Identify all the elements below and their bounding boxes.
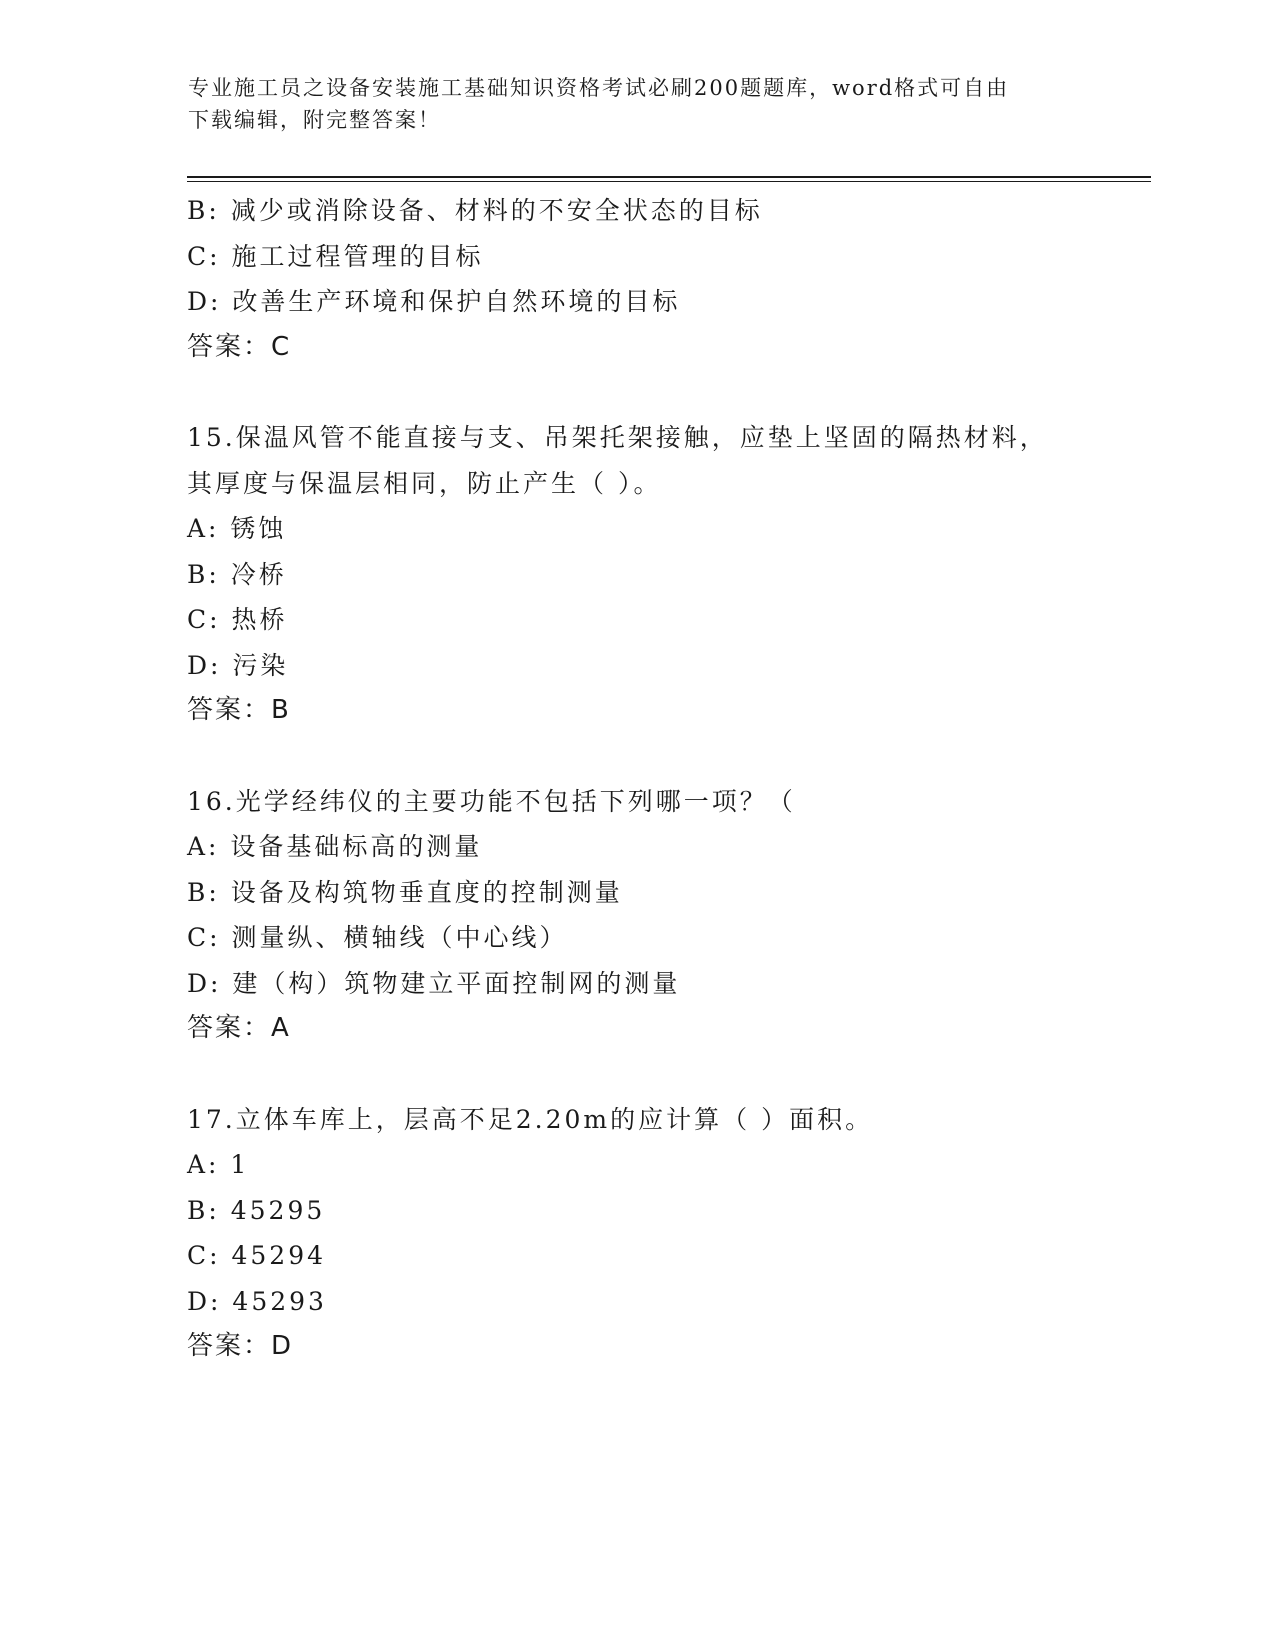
- answer: 答案：C: [187, 331, 292, 362]
- question-14-continued: [187, 188, 1087, 370]
- option-d: D: 改善生产环境和保护自然环境的目标: [187, 287, 681, 316]
- question-stem: 17.立体车库上，层高不足2.20m的应计算（ ）面积。: [187, 1104, 874, 1134]
- spacer: [187, 734, 1087, 779]
- document-header: [188, 72, 1068, 136]
- header-line-2: 下载编辑，附完整答案！: [188, 108, 441, 132]
- option-b: B: 减少或消除设备、材料的不安全状态的目标: [187, 196, 763, 225]
- option-b: B: 冷桥: [187, 559, 287, 589]
- option-a: A: 锈蚀: [187, 514, 287, 543]
- option-a: A: 1: [187, 1150, 250, 1179]
- option-d: D: 建（构）筑物建立平面控制网的测量: [187, 968, 681, 998]
- question-stem: 15.保温风管不能直接与支、吊架托架接触，应垫上坚固的隔热材料，: [187, 423, 1048, 452]
- spacer: [187, 1052, 1087, 1097]
- question-17: [187, 1097, 1087, 1370]
- question-15: [187, 415, 1087, 734]
- option-a: A: 设备基础标高的测量: [187, 832, 483, 861]
- header-divider-thin: [187, 181, 1151, 182]
- question-stem: 16.光学经纬仪的主要功能不包括下列哪一项？（: [187, 786, 796, 816]
- question-16: [187, 779, 1087, 1052]
- answer: 答案：B: [187, 695, 291, 725]
- option-c: C: 测量纵、横轴线（中心线）: [187, 923, 568, 952]
- option-d: D: 污染: [187, 650, 289, 680]
- option-b: B: 设备及构筑物垂直度的控制测量: [187, 877, 623, 907]
- option-d: D: 45293: [187, 1286, 327, 1316]
- option-c: C: 热桥: [187, 605, 288, 634]
- answer: 答案：D: [187, 1331, 294, 1361]
- answer: 答案：A: [187, 1013, 291, 1043]
- option-c: C: 施工过程管理的目标: [187, 241, 484, 271]
- question-stem-cont: 其厚度与保温层相同，防止产生（ ）。: [187, 468, 662, 498]
- option-c: C: 45294: [187, 1241, 327, 1270]
- question-list: [187, 188, 1087, 1370]
- header-line-1: 专业施工员之设备安装施工基础知识资格考试必刷200题题库，word格式可自由: [188, 76, 1010, 100]
- spacer: [187, 370, 1087, 415]
- header-divider-thick: [187, 176, 1151, 178]
- option-b: B: 45295: [187, 1195, 326, 1225]
